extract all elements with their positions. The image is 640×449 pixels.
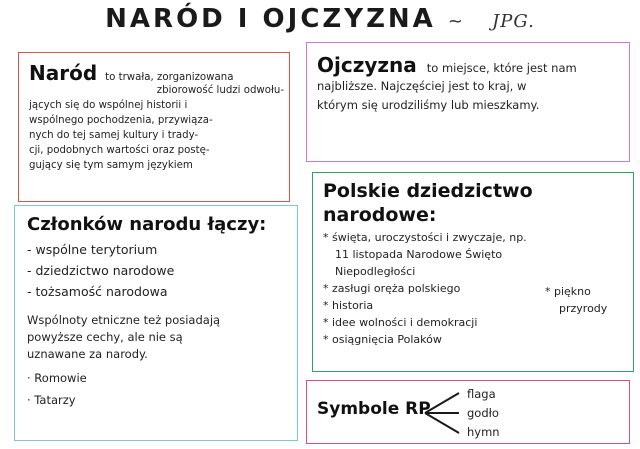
signature: JPG. <box>492 11 535 32</box>
ojczyzna-term: Ojczyzna <box>317 53 417 77</box>
list-item: * osiągnięcia Polaków <box>323 333 442 346</box>
ojczyzna-def-line: najbliższe. Najczęściej jest to kraj, w <box>317 79 527 93</box>
dziedzictwo-heading-2: narodowe: <box>323 204 437 226</box>
ojczyzna-def-line: którym się urodziliśmy lub mieszkamy. <box>317 98 540 112</box>
note-line: powyższe cechy, ale nie są <box>27 330 183 344</box>
narod-def-line: gujący się tym samym językiem <box>29 160 193 171</box>
czlonkow-list <box>27 239 292 302</box>
narod-def-line: nych do tej samej kultury i trady- <box>29 130 199 141</box>
narod-card <box>18 52 290 202</box>
branch-brace-icon <box>423 383 463 439</box>
ojczyzna-card <box>306 42 630 162</box>
list-item: * święta, uroczystości i zwyczaje, np. <box>323 231 527 244</box>
example-item: · Tatarzy <box>27 393 76 407</box>
list-item: 11 listopada Narodowe Święto <box>335 248 503 261</box>
symbol-item: godło <box>467 406 499 420</box>
narod-def-line: zbiorowość ludzi odwołu- <box>156 85 284 96</box>
narod-def-line: cji, podobnych wartości oraz postę- <box>29 145 210 156</box>
symbole-label: Symbole RP <box>317 399 431 419</box>
symbole-card <box>306 380 630 444</box>
czlonkow-heading: Członków narodu łączy: <box>27 214 267 235</box>
narod-def-line: wspólnego pochodzenia, przywiąza- <box>29 115 213 126</box>
page-title <box>0 4 640 34</box>
side-item-line: * piękno <box>545 285 591 298</box>
wave-decoration: ~ <box>447 11 466 32</box>
example-item: · Romowie <box>27 371 87 385</box>
symbol-item: flaga <box>467 387 496 401</box>
narod-def-line: jących się do wspólnej historii i <box>29 100 188 111</box>
list-item: - dziedzictwo narodowe <box>27 263 175 278</box>
note-line: Wspólnoty etniczne też posiadają <box>27 313 221 327</box>
symbol-item: hymn <box>467 425 500 439</box>
narod-term: Naród <box>29 61 98 85</box>
list-item: - wspólne terytorium <box>27 242 158 257</box>
czlonkow-card <box>14 205 298 441</box>
dziedzictwo-heading-1: Polskie dziedzictwo <box>323 180 533 202</box>
list-item: * zasługi oręża polskiego <box>323 282 461 295</box>
ojczyzna-def-line: to miejsce, które jest nam <box>426 61 577 75</box>
dziedzictwo-card <box>312 172 634 372</box>
side-item-line: przyrody <box>559 302 608 315</box>
list-item: - tożsamość narodowa <box>27 284 168 299</box>
title-text: NARÓD I OJCZYZNA <box>105 4 436 34</box>
list-item: Niepodległości <box>335 265 416 278</box>
narod-def-line: to trwała, zorganizowana <box>105 72 234 83</box>
list-item: * idee wolności i demokracji <box>323 316 478 329</box>
note-line: uznawane za narody. <box>27 347 148 361</box>
list-item: * historia <box>323 299 374 312</box>
